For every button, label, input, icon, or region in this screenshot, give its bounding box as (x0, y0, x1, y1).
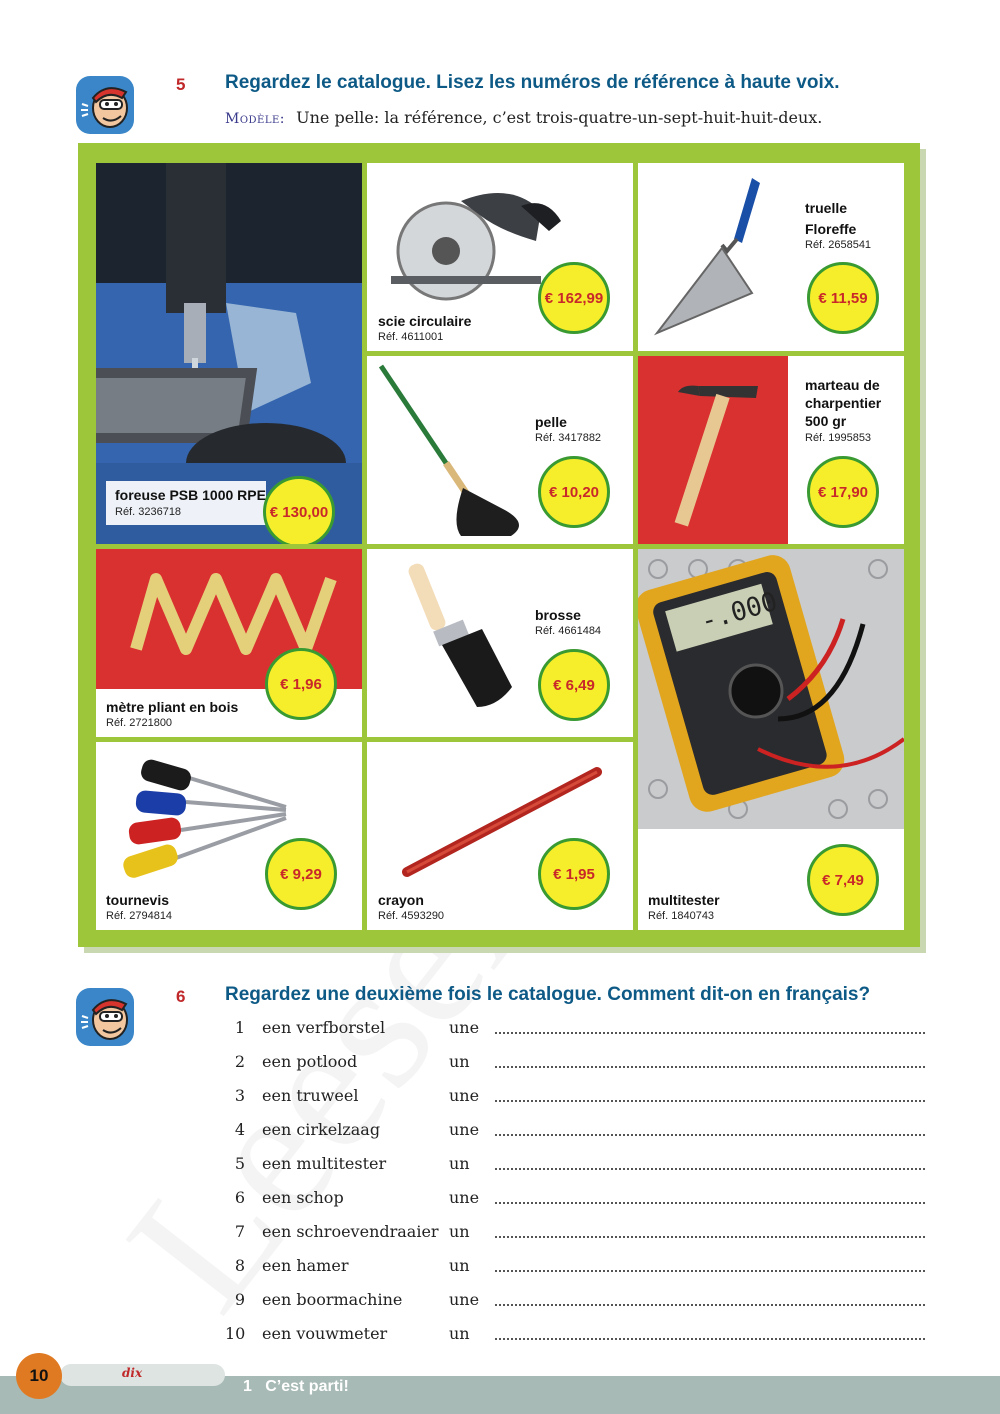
catalog-item-hammer (638, 356, 904, 544)
answer-line[interactable] (495, 1270, 925, 1272)
brush-name: brosse (535, 607, 581, 623)
vocab-row (225, 1154, 925, 1184)
paint-brush-icon (387, 557, 547, 727)
vocab-article: une (449, 1018, 480, 1037)
catalog-item-shovel (367, 356, 633, 544)
vocab-article: un (449, 1052, 470, 1071)
shovel-name: pelle (535, 414, 567, 430)
hammer-price-badge: € 17,90 (807, 456, 879, 528)
vocab-dutch-word: een boormachine (262, 1290, 403, 1309)
answer-line[interactable] (495, 1202, 925, 1204)
saw-ref: Réf. 4611001 (378, 331, 444, 343)
vocab-number: 9 (234, 1290, 245, 1309)
exercise-6-number: 6 (176, 987, 186, 1006)
answer-line[interactable] (495, 1032, 925, 1034)
catalog-item-circular-saw (367, 163, 633, 351)
page-word-pill (60, 1364, 225, 1386)
exercise-6-title: Regardez une deuxième fois le catalogue. Comment dit-on en français? (225, 984, 871, 1005)
answer-line[interactable] (495, 1066, 925, 1068)
answer-line[interactable] (495, 1236, 925, 1238)
vocab-article: un (449, 1154, 470, 1173)
shovel-icon (371, 358, 541, 543)
hammer-name-line3: 500 gr (805, 413, 847, 429)
catalog-item-pencil (367, 742, 633, 930)
drill-name: foreuse PSB 1000 RPE (115, 487, 266, 503)
vocab-row (225, 1120, 925, 1150)
vocab-number: 7 (234, 1222, 245, 1241)
saw-name: scie circulaire (378, 313, 472, 329)
chapter-title: 1 C’est parti! (243, 1378, 349, 1395)
multitester-name: multitester (648, 892, 720, 908)
vocab-dutch-word: een multitester (262, 1154, 387, 1173)
vocab-article: une (449, 1290, 480, 1309)
catalog-item-screwdrivers (96, 742, 362, 930)
vocab-number: 1 (234, 1018, 245, 1037)
answer-line[interactable] (495, 1304, 925, 1306)
ruler-name: mètre pliant en bois (106, 699, 239, 715)
speaking-character-icon (76, 76, 134, 134)
model-text: Une pelle: la référence, c’est trois-quatre-un-sept-huit-huit-deux. (296, 108, 823, 127)
screwdrivers-name: tournevis (106, 892, 170, 908)
trowel-icon (642, 173, 802, 343)
hammer-ref: Réf. 1995853 (805, 432, 872, 444)
screwdrivers-price-badge: € 9,29 (265, 838, 337, 910)
catalog-panel (78, 143, 920, 947)
ruler-price-badge: € 1,96 (265, 648, 337, 720)
vocab-article: une (449, 1120, 480, 1139)
multitester-ref: Réf. 1840743 (648, 910, 715, 922)
vocab-article: une (449, 1188, 480, 1207)
vocab-dutch-word: een schroevendraaier (262, 1222, 439, 1241)
model-sentence (225, 108, 822, 127)
vocab-number: 10 (225, 1324, 246, 1343)
vocab-row (225, 1018, 925, 1048)
ruler-ref: Réf. 2721800 (106, 717, 173, 729)
screwdrivers-ref: Réf. 2794814 (106, 910, 173, 922)
vocab-row (225, 1188, 925, 1218)
vocab-dutch-word: een schop (262, 1188, 344, 1207)
trowel-name: truelle (805, 200, 848, 216)
vocab-dutch-word: een cirkelzaag (262, 1120, 381, 1139)
vocab-number: 6 (234, 1188, 245, 1207)
hammer-name-line1: marteau de (805, 377, 880, 393)
vocab-number: 8 (234, 1256, 245, 1275)
vocab-dutch-word: een vouwmeter (262, 1324, 388, 1343)
shovel-ref: Réf. 3417882 (535, 432, 602, 444)
drill-ref: Réf. 3236718 (115, 506, 182, 518)
catalog-item-folding-ruler (96, 549, 362, 737)
multitester-price-badge: € 7,49 (807, 844, 879, 916)
vocab-row (225, 1290, 925, 1320)
vocab-dutch-word: een verfborstel (262, 1018, 386, 1037)
catalog-item-trowel (638, 163, 904, 351)
model-label: Modèle: (225, 111, 286, 127)
multitester-display: -.000 (697, 586, 781, 638)
exercise-5-title: Regardez le catalogue. Lisez les numéros de référence à haute voix. (225, 72, 840, 93)
vocab-row (225, 1222, 925, 1252)
vocab-dutch-word: een potlood (262, 1052, 358, 1071)
pencil-name: crayon (378, 892, 424, 908)
catalog-item-multitester (638, 549, 904, 930)
speaking-character-icon-2 (76, 988, 134, 1046)
answer-line[interactable] (495, 1134, 925, 1136)
pencil-price-badge: € 1,95 (538, 838, 610, 910)
saw-price-badge: € 162,99 (538, 262, 610, 334)
drill-price-badge: € 130,00 (263, 476, 335, 544)
vocab-dutch-word: een truweel (262, 1086, 359, 1105)
vocab-number: 4 (234, 1120, 245, 1139)
answer-line[interactable] (495, 1100, 925, 1102)
brush-price-badge: € 6,49 (538, 649, 610, 721)
vocab-article: un (449, 1256, 470, 1275)
brush-ref: Réf. 4661484 (535, 625, 602, 637)
page-number: 10 (16, 1353, 62, 1399)
vocab-row (225, 1086, 925, 1116)
hammer-name-line2: charpentier (805, 395, 882, 411)
answer-line[interactable] (495, 1168, 925, 1170)
vocab-number: 3 (234, 1086, 245, 1105)
vocab-article: un (449, 1324, 470, 1343)
catalog-item-drill (96, 163, 362, 544)
vocab-row (225, 1324, 925, 1354)
vocab-row (225, 1052, 925, 1082)
vocab-number: 5 (234, 1154, 245, 1173)
exercise-5-number: 5 (176, 75, 186, 94)
answer-line[interactable] (495, 1338, 925, 1340)
hammer-photo (638, 356, 788, 544)
vocab-row (225, 1256, 925, 1286)
vocab-article: un (449, 1222, 470, 1241)
trowel-ref: Réf. 2658541 (805, 239, 872, 251)
shovel-price-badge: € 10,20 (538, 456, 610, 528)
trowel-price-badge: € 11,59 (807, 262, 879, 334)
catalog-item-brush (367, 549, 633, 737)
vocab-article: une (449, 1086, 480, 1105)
trowel-brand: Floreffe (805, 221, 857, 237)
pencil-ref: Réf. 4593290 (378, 910, 445, 922)
vocab-number: 2 (234, 1052, 245, 1071)
page-number-word: dix (122, 1366, 143, 1380)
vocab-dutch-word: een hamer (262, 1256, 349, 1275)
